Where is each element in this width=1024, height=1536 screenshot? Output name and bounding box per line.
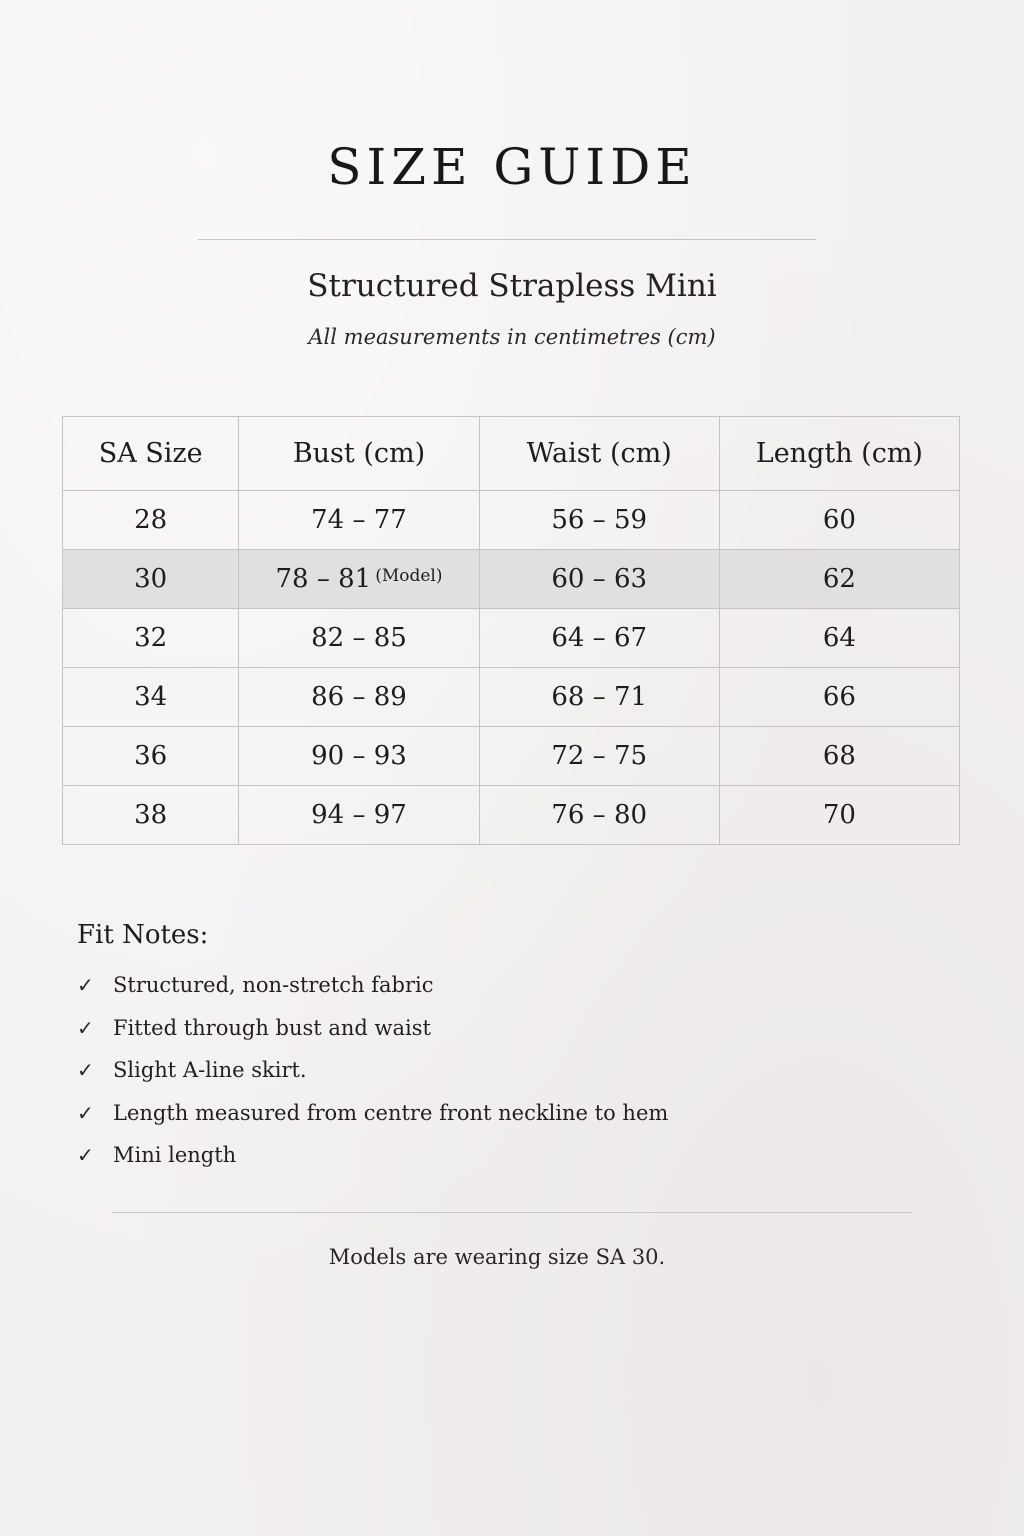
- fit-note-text: Mini length: [113, 1143, 237, 1168]
- fit-note-text: Fitted through bust and waist: [113, 1015, 431, 1040]
- check-icon: ✓: [77, 1143, 94, 1168]
- check-icon: ✓: [77, 1058, 94, 1083]
- footer-note: Models are wearing size SA 30.: [328, 1245, 666, 1269]
- size-cell: 32: [63, 609, 239, 668]
- waist-cell: 60 – 63: [479, 550, 719, 609]
- size-cell: 36: [63, 727, 239, 786]
- bust-cell: 90 – 93: [239, 727, 479, 786]
- waist-cell: 76 – 80: [479, 786, 719, 845]
- bust-cell: 86 – 89: [239, 668, 479, 727]
- fit-note-text: Length measured from centre front neckline to hem: [113, 1100, 669, 1125]
- table-row-model: [63, 550, 960, 609]
- table-row: [63, 668, 960, 727]
- length-cell: 64: [719, 609, 959, 668]
- product-name: Structured Strapless Mini: [307, 268, 717, 304]
- check-icon: ✓: [77, 1100, 94, 1125]
- model-tag: (Model): [375, 566, 443, 586]
- bust-value: 78 – 81: [275, 564, 372, 594]
- bottom-divider: [112, 1212, 912, 1213]
- length-cell: 70: [719, 786, 959, 845]
- table-row: [63, 727, 960, 786]
- table-row: [63, 786, 960, 845]
- waist-cell: 68 – 71: [479, 668, 719, 727]
- bust-cell: 82 – 85: [239, 609, 479, 668]
- column-header-bust: Bust (cm): [239, 417, 479, 491]
- fit-notes-section: [77, 920, 897, 1177]
- check-icon: ✓: [77, 973, 94, 998]
- length-cell: 60: [719, 491, 959, 550]
- size-cell: 28: [63, 491, 239, 550]
- list-item: [77, 1007, 897, 1050]
- page-title: SIZE GUIDE: [327, 138, 697, 196]
- fit-notes-list: [77, 964, 897, 1177]
- list-item: [77, 1092, 897, 1135]
- waist-cell: 72 – 75: [479, 727, 719, 786]
- waist-cell: 56 – 59: [479, 491, 719, 550]
- list-item: [77, 1134, 897, 1177]
- top-divider: [198, 239, 816, 240]
- fit-note-text: Structured, non-stretch fabric: [113, 973, 434, 998]
- column-header-size: SA Size: [63, 417, 239, 491]
- list-item: [77, 964, 897, 1007]
- bust-cell: [239, 550, 479, 609]
- bust-cell: 94 – 97: [239, 786, 479, 845]
- units-note: All measurements in centimetres (cm): [308, 325, 716, 349]
- column-header-waist: Waist (cm): [479, 417, 719, 491]
- table-row: [63, 491, 960, 550]
- size-cell: 38: [63, 786, 239, 845]
- waist-cell: 64 – 67: [479, 609, 719, 668]
- fit-note-text: Slight A-line skirt.: [113, 1058, 307, 1083]
- length-cell: 66: [719, 668, 959, 727]
- size-cell: 34: [63, 668, 239, 727]
- list-item: [77, 1049, 897, 1092]
- check-icon: ✓: [77, 1015, 94, 1040]
- table-header-row: [63, 417, 960, 491]
- size-cell: 30: [63, 550, 239, 609]
- length-cell: 68: [719, 727, 959, 786]
- column-header-length: Length (cm): [719, 417, 959, 491]
- size-table: [62, 416, 960, 845]
- fit-notes-heading: Fit Notes:: [77, 920, 209, 950]
- bust-cell: 74 – 77: [239, 491, 479, 550]
- table-row: [63, 609, 960, 668]
- length-cell: 62: [719, 550, 959, 609]
